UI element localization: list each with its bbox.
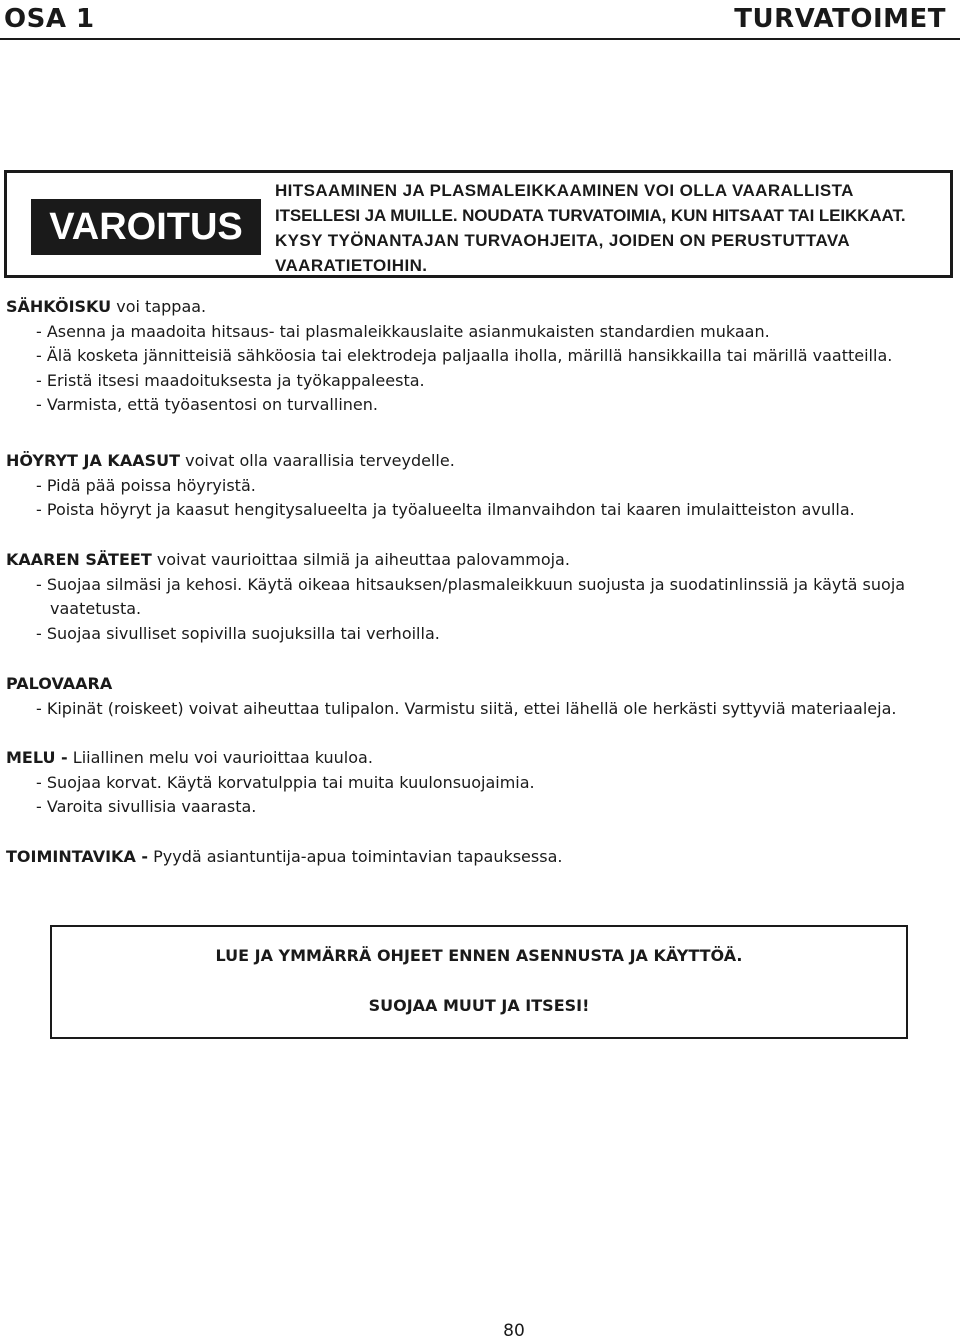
- list-item: - Älä kosketa jännitteisiä sähköosia tai elektrodeja paljaalla iholla, märillä hansikkailla tai märillä vaatteilla.: [36, 346, 893, 365]
- list-item: - Eristä itsesi maadoituksesta ja työkappaleesta.: [36, 370, 425, 390]
- list-item: - Asenna ja maadoita hitsaus- tai plasmaleikkauslaite asianmukaisten standardien mukaan.: [36, 321, 770, 341]
- warning-text: [275, 178, 945, 278]
- page-number: 80: [503, 1321, 525, 1341]
- warning-badge: [31, 199, 261, 255]
- list-item: - Suojaa sivulliset sopivilla suojuksilla tai verhoilla.: [36, 623, 440, 643]
- section-heading: HÖYRYT JA KAASUT: [6, 451, 181, 470]
- notice-line: SUOJAA MUUT JA ITSESI!: [368, 996, 590, 1015]
- section-noise: [6, 746, 960, 820]
- section-intro: voivat olla vaarallisia terveydelle.: [180, 451, 455, 470]
- warning-line: HITSAAMINEN JA PLASMALEIKKAAMINEN VOI OLLA VAARALLISTA: [275, 181, 854, 200]
- list-item: - Suojaa silmäsi ja kehosi. Käytä oikeaa hitsauksen/plasmaleikkuun suojusta ja suodatinlinssiä ja käytä suoja: [36, 574, 906, 594]
- section-fire: [6, 672, 960, 721]
- list-item: - Kipinät (roiskeet) voivat aiheuttaa tulipalon. Varmistu siitä, ettei lähellä ole herkästi syttyviä materiaaleja.: [36, 698, 897, 718]
- section-heading: MELU -: [6, 748, 68, 767]
- list-item: - Pidä pää poissa höyryistä.: [36, 475, 256, 495]
- section-intro: Pyydä asiantuntija-apua toimintavian tapauksessa.: [148, 847, 563, 866]
- list-item: - Poista höyryt ja kaasut hengitysalueelta ja työalueelta ilmanvaihdon tai kaaren imulaitteiston avulla.: [36, 500, 855, 519]
- section-fumes: [6, 449, 960, 523]
- notice-line: LUE JA YMMÄRRÄ OHJEET ENNEN ASENNUSTA JA KÄYTTÖÄ.: [215, 946, 743, 965]
- notice-box: [50, 925, 908, 1039]
- warning-line: ITSELLESI JA MUILLE. NOUDATA TURVATOIMIA, KUN HITSAAT TAI LEIKKAAT.: [275, 206, 906, 225]
- section-electric-shock: [6, 295, 960, 418]
- warning-box: [4, 170, 953, 278]
- warning-line: KYSY TYÖNANTAJAN TURVAOHJEITA, JOIDEN ON PERUSTUTTAVA: [275, 231, 851, 250]
- warning-badge-label: VAROITUS: [49, 206, 243, 248]
- section-heading: TOIMINTAVIKA -: [6, 847, 149, 866]
- list-item: - Suojaa korvat. Käytä korvatulppia tai muita kuulonsuojaimia.: [36, 772, 535, 792]
- section-label: OSA 1: [4, 4, 95, 34]
- section-heading: SÄHKÖISKU: [6, 297, 112, 316]
- header-divider: [0, 38, 960, 40]
- section-malfunction: [6, 845, 960, 870]
- page-header: [0, 4, 960, 40]
- list-item-continuation: vaatetusta.: [50, 599, 142, 618]
- list-item: - Varoita sivullisia vaarasta.: [36, 797, 257, 816]
- section-heading: PALOVAARA: [6, 674, 113, 693]
- section-intro: voi tappaa.: [111, 297, 207, 316]
- section-intro: Liiallinen melu voi vaurioittaa kuuloa.: [67, 748, 373, 767]
- list-item: - Varmista, että työasentosi on turvallinen.: [36, 395, 378, 414]
- section-intro: voivat vaurioittaa silmiä ja aiheuttaa palovammoja.: [151, 550, 570, 569]
- warning-line: VAARATIETOIHIN.: [275, 256, 428, 275]
- section-arc-rays: [6, 548, 960, 646]
- section-heading: KAAREN SÄTEET: [6, 550, 152, 569]
- page-title: TURVATOIMET: [734, 4, 946, 34]
